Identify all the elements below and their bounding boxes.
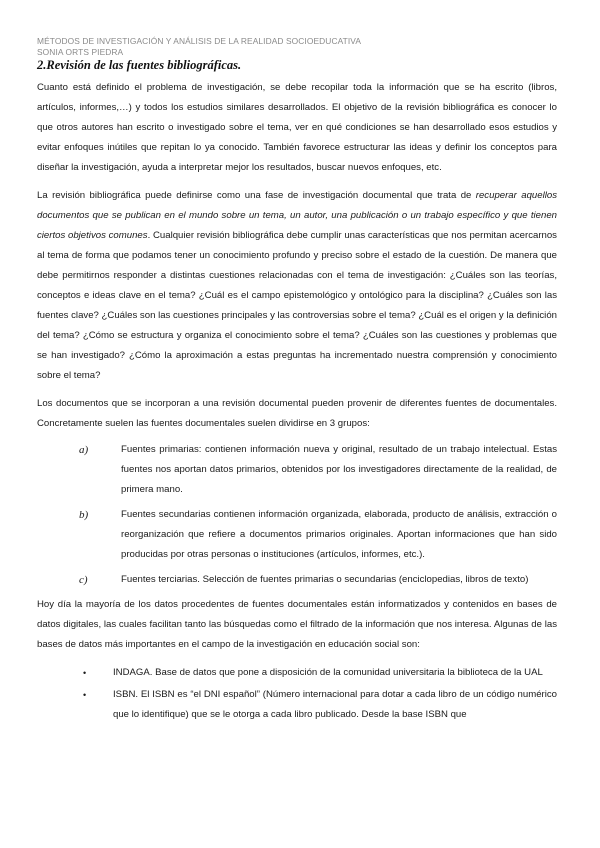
list-marker: b) xyxy=(79,509,89,521)
list-item-text: Fuentes secundarias contienen información organizada, elaborada, producto de análisis, extracción o reorganización que refiere a documentos primarios originales. Aportan informaciones que han sido producidas por otras personas o instituciones (artículos, informes, etc.). xyxy=(121,509,557,560)
sources-list xyxy=(37,440,557,590)
bullet-icon: • xyxy=(83,668,87,678)
list-item xyxy=(37,663,557,683)
list-item xyxy=(37,685,557,725)
list-item xyxy=(37,570,557,590)
list-marker: a) xyxy=(79,444,89,456)
databases-list xyxy=(37,663,557,725)
list-item xyxy=(37,505,557,565)
list-item-text: INDAGA. Base de datos que pone a disposición de la comunidad universitaria la biblioteca de la UAL xyxy=(113,667,543,678)
bullet-icon: • xyxy=(83,690,87,700)
paragraph-databases-intro: Hoy día la mayoría de los datos procedentes de fuentes documentales están informatizados y contenidos en bases de datos digitales, las cuales facilitan tanto las búsquedas como el filtrado de la información que nos interesa. Algunas de las bases de datos más importantes en el campo de la investigación en educación social son: xyxy=(37,599,557,650)
header-course: MÉTODOS DE INVESTIGACIÓN Y ANÁLISIS DE LA REALIDAD SOCIOEDUCATIVA xyxy=(37,36,362,46)
paragraph-sources-intro: Los documentos que se incorporan a una revisión documental pueden provenir de diferentes fuentes de documentales. Concretamente suelen las fuentes documentales suelen dividirse en 3 grupos: xyxy=(37,398,557,429)
running-header xyxy=(37,36,361,58)
document-body xyxy=(37,78,557,727)
header-author: SONIA ORTS PIEDRA xyxy=(37,47,124,57)
paragraph-intro: Cuanto está definido el problema de investigación, se debe recopilar toda la información que se ha escrito (libros, artículos, informes,…) y todos los estudios similares desarrollados. El objetivo de la revisión bibliográfica es conocer lo que otros autores han escrito o investigado sobre el tema, ver en qué condiciones se han desarrollado esos estudios y evitar enfoques inútiles que repitan lo ya conocido. También favorece estructurar las ideas y definir los conceptos para diseñar la investigación, ayuda a interpretar mejor los resultados, buscar nuevos enfoques, etc. xyxy=(37,82,557,173)
list-item-text: Fuentes primarias: contienen información nueva y original, resultado de un trabajo intelectual. Estas fuentes nos aportan datos primarios, obtenidos por los investigadores directamente de la realidad, de primera mano. xyxy=(121,444,557,495)
definition-text-a: La revisión bibliográfica puede definirse como una fase de investigación documental que trata de xyxy=(37,190,476,201)
list-marker: c) xyxy=(79,574,88,586)
list-item-text: Fuentes terciarias. Selección de fuentes primarias o secundarias (enciclopedias, libros de texto) xyxy=(121,574,529,585)
list-item xyxy=(37,440,557,500)
section-title: 2.Revisión de las fuentes bibliográficas. xyxy=(37,58,242,72)
paragraph-definition xyxy=(37,186,557,386)
definition-quote: recuperar aquellos documentos que se publican en el mundo sobre un tema, un autor, una publicación o un trabajo específico y que tienen ciertos objetivos comunes xyxy=(37,190,557,241)
list-item-text: ISBN. El ISBN es “el DNI español” (Número internacional para dotar a cada libro de un código numérico que lo identifique) que se le otorga a cada libro publicado. Desde la base ISBN que xyxy=(113,689,557,720)
definition-text-b: . Cualquier revisión bibliográfica debe cumplir unas características que nos permitan acercarnos al tema de forma que podamos tener un conocimiento profundo y preciso sobre el estado de la cuestión. De manera que debe permitirnos responder a distintas cuestiones relacionadas con el tema de investigación: ¿Cuáles son las teorías, conceptos e ideas clave en el tema? ¿Cuál es el campo epistemológico y ontológico para la disciplina? ¿Cuáles son las fuentes clave? ¿Cuáles son las cuestiones principales y las controversias sobre el tema? ¿Cuál es el origen y la definición del tema? ¿Cómo se estructura y organiza el conocimiento sobre el tema? ¿Cuáles son las cuestiones y problemas que se han investigado? ¿Cómo la aproximación a estas preguntas ha incrementado nuestra comprensión y conocimiento sobre el tema? xyxy=(37,230,557,381)
